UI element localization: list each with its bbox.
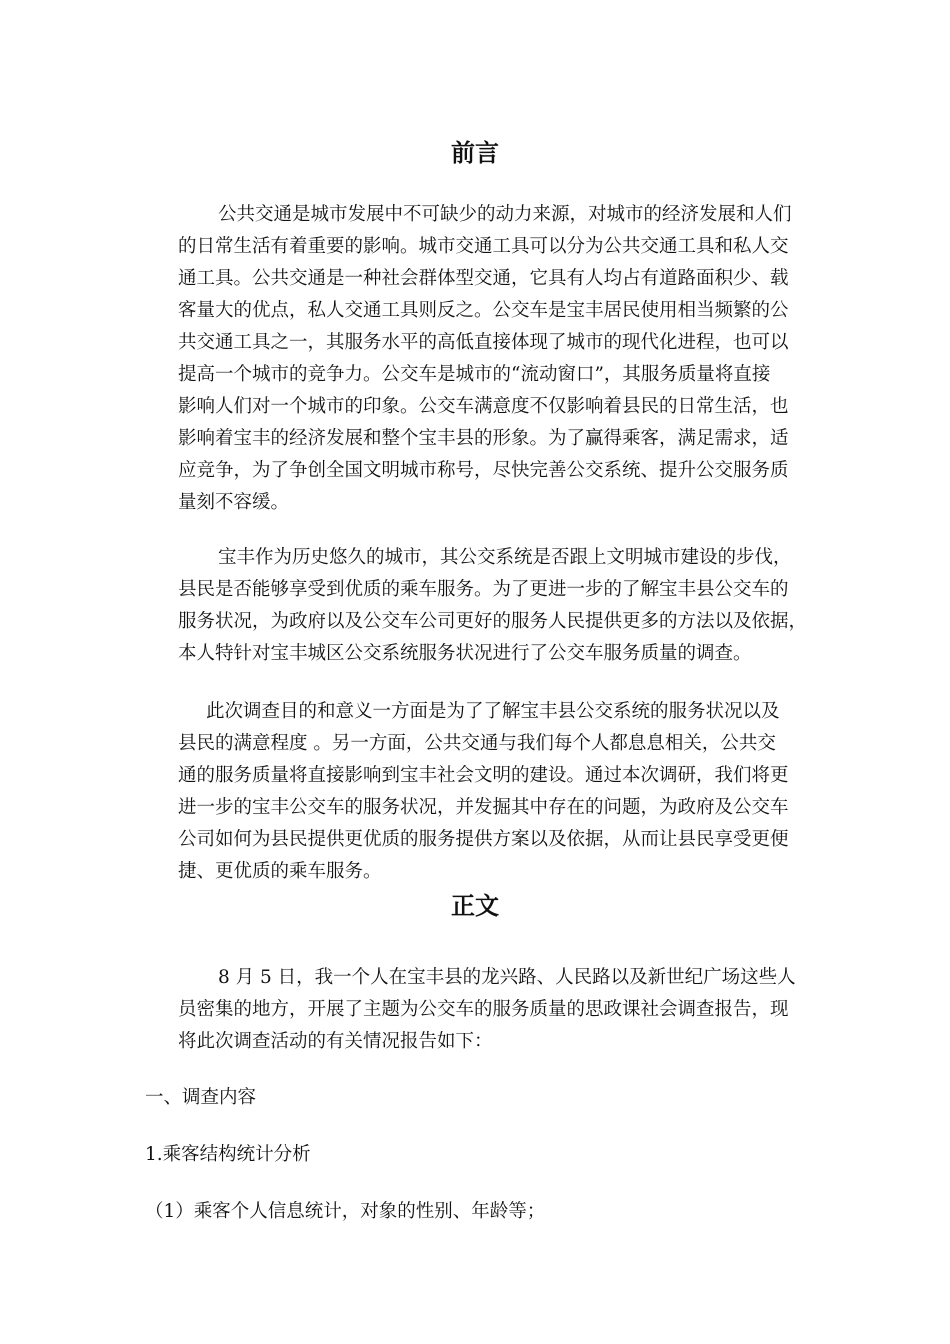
- preface-title: 前言: [451, 138, 499, 167]
- text-line: 通工具。公共交通是一种社会群体型交通，它具有人均占有道路面积少、载: [178, 268, 789, 289]
- text-line: 员密集的地方，开展了主题为公交车的服务质量的思政课社会调查报告，现: [178, 999, 789, 1020]
- text-line: 8 月 5 日，我一个人在宝丰县的龙兴路、人民路以及新世纪广场这些人: [218, 967, 796, 988]
- text-line: 此次调查目的和意义一方面是为了了解宝丰县公交系统的服务状况以及: [206, 701, 780, 722]
- text-line: 宝丰作为历史悠久的城市，其公交系统是否跟上文明城市建设的步伐，: [218, 547, 792, 568]
- body-title: 正文: [451, 891, 499, 920]
- text-line: 公司如何为县民提供更优质的服务提供方案以及依据，从而让县民享受更便: [178, 829, 789, 850]
- text-line: 通的服务质量将直接影响到宝丰社会文明的建设。通过本次调研，我们将更: [178, 765, 789, 786]
- text-line: 服务状况，为政府以及公交车公司更好的服务人民提供更多的方法以及依据，: [178, 611, 808, 632]
- text-line: 县民是否能够享受到优质的乘车服务。为了更进一步的了解宝丰县公交车的: [178, 579, 789, 600]
- text-line: 影响着宝丰的经济发展和整个宝丰县的形象。为了赢得乘客，满足需求，适: [178, 428, 789, 449]
- text-line: 捷、更优质的乘车服务。: [178, 861, 382, 882]
- text-line: 进一步的宝丰公交车的服务状况，并发掘其中存在的问题，为政府及公交车: [178, 797, 789, 818]
- section-heading: 一、调查内容: [145, 1087, 257, 1108]
- text-line: 客量大的优点，私人交通工具则反之。公交车是宝丰居民使用相当频繁的公: [178, 300, 789, 321]
- text-line: 应竞争，为了争创全国文明城市称号，尽快完善公交系统、提升公交服务质: [178, 460, 789, 481]
- text-line: 将此次调查活动的有关情况报告如下：: [178, 1031, 493, 1052]
- text-line: 公共交通是城市发展中不可缺少的动力来源，对城市的经济发展和人们: [218, 204, 792, 225]
- text-line: 量刻不容缓。: [178, 492, 290, 513]
- text-line: 提高一个城市的竞争力。公交车是城市的“流动窗口”，其服务质量将直接: [178, 364, 771, 385]
- list-item: （1）乘客个人信息统计，对象的性别、年龄等；: [145, 1201, 546, 1222]
- text-line: 影响人们对一个城市的印象。公交车满意度不仅影响着县民的日常生活，也: [178, 396, 789, 417]
- text-line: 的日常生活有着重要的影响。城市交通工具可以分为公共交通工具和私人交: [178, 236, 789, 257]
- text-line: 本人特针对宝丰城区公交系统服务状况进行了公交车服务质量的调查。: [178, 643, 752, 664]
- text-line: 县民的满意程度 。另一方面，公共交通与我们每个人都息息相关，公共交: [178, 733, 776, 754]
- text-line: 共交通工具之一，其服务水平的高低直接体现了城市的现代化进程，也可以: [178, 332, 789, 353]
- subsection-heading: 1.乘客结构统计分析: [145, 1144, 311, 1165]
